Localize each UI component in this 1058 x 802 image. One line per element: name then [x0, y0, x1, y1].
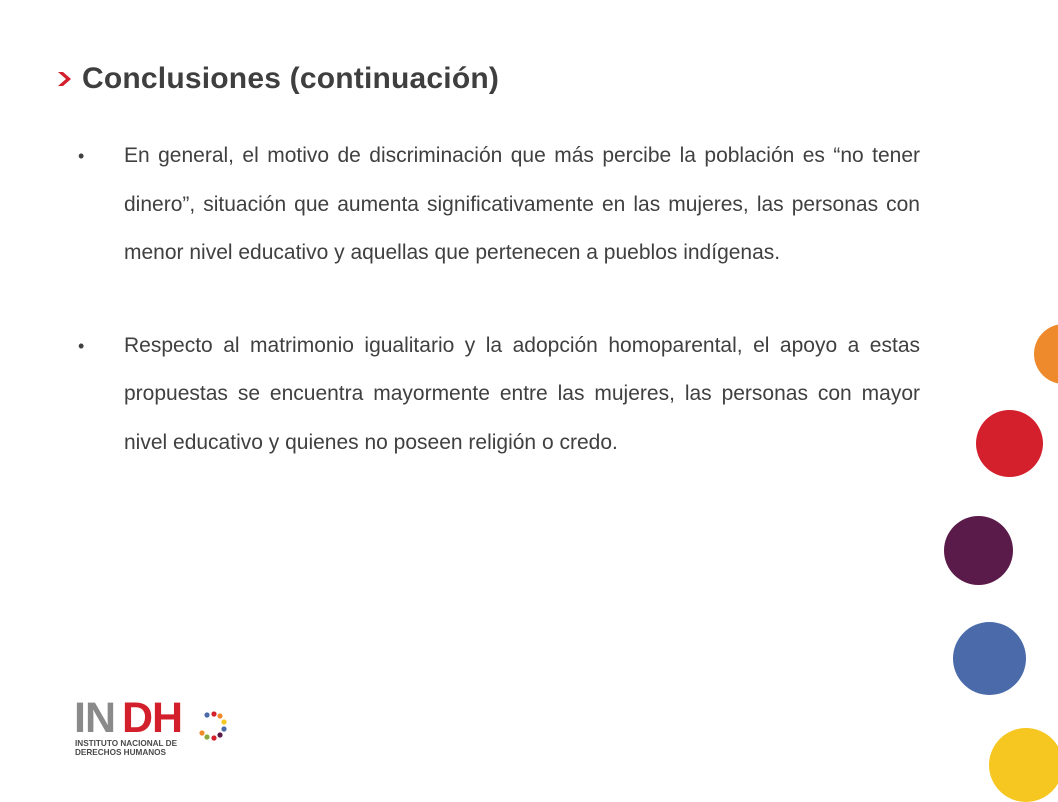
logo-dots-ring-icon: [199, 711, 226, 740]
bullet-dot: •: [78, 335, 85, 356]
indh-logo: [74, 694, 234, 760]
decorative-circle-purple: [944, 516, 1013, 585]
bullet-text: Respecto al matrimonio igualitario y la adopción homoparental, el apoyo a estas propuestas se encuentra mayormente entre las mujeres, las personas con mayor nivel educativo y quienes no poseen religión o credo.: [124, 333, 920, 454]
slide-header: [54, 62, 499, 96]
decorative-circle-orange: [1034, 324, 1058, 384]
decorative-circle-blue: [953, 622, 1026, 695]
logo-letters-red: DH: [122, 694, 183, 742]
bullet-item: [78, 132, 920, 278]
chevron-right-icon: [54, 66, 76, 92]
bullet-item: [78, 322, 920, 468]
bullet-dot: •: [78, 146, 85, 166]
decorative-circle-yellow: [989, 728, 1058, 802]
logo-line-1: INSTITUTO NACIONAL DE: [75, 739, 178, 748]
decorative-circle-red: [976, 410, 1043, 477]
logo-letters-gray: IN: [74, 694, 115, 742]
bullet-list: [78, 132, 920, 511]
logo-line-2: DERECHOS HUMANOS: [75, 748, 166, 757]
bullet-text: En general, el motivo de discriminación que más percibe la población es “no tener dinero”, situación que aumenta significativamente en las mujeres, las personas con menor nivel educativo y aquellas que pertenecen a pueblos indígenas.: [124, 144, 920, 264]
slide-title: Conclusiones (continuación): [82, 62, 500, 95]
